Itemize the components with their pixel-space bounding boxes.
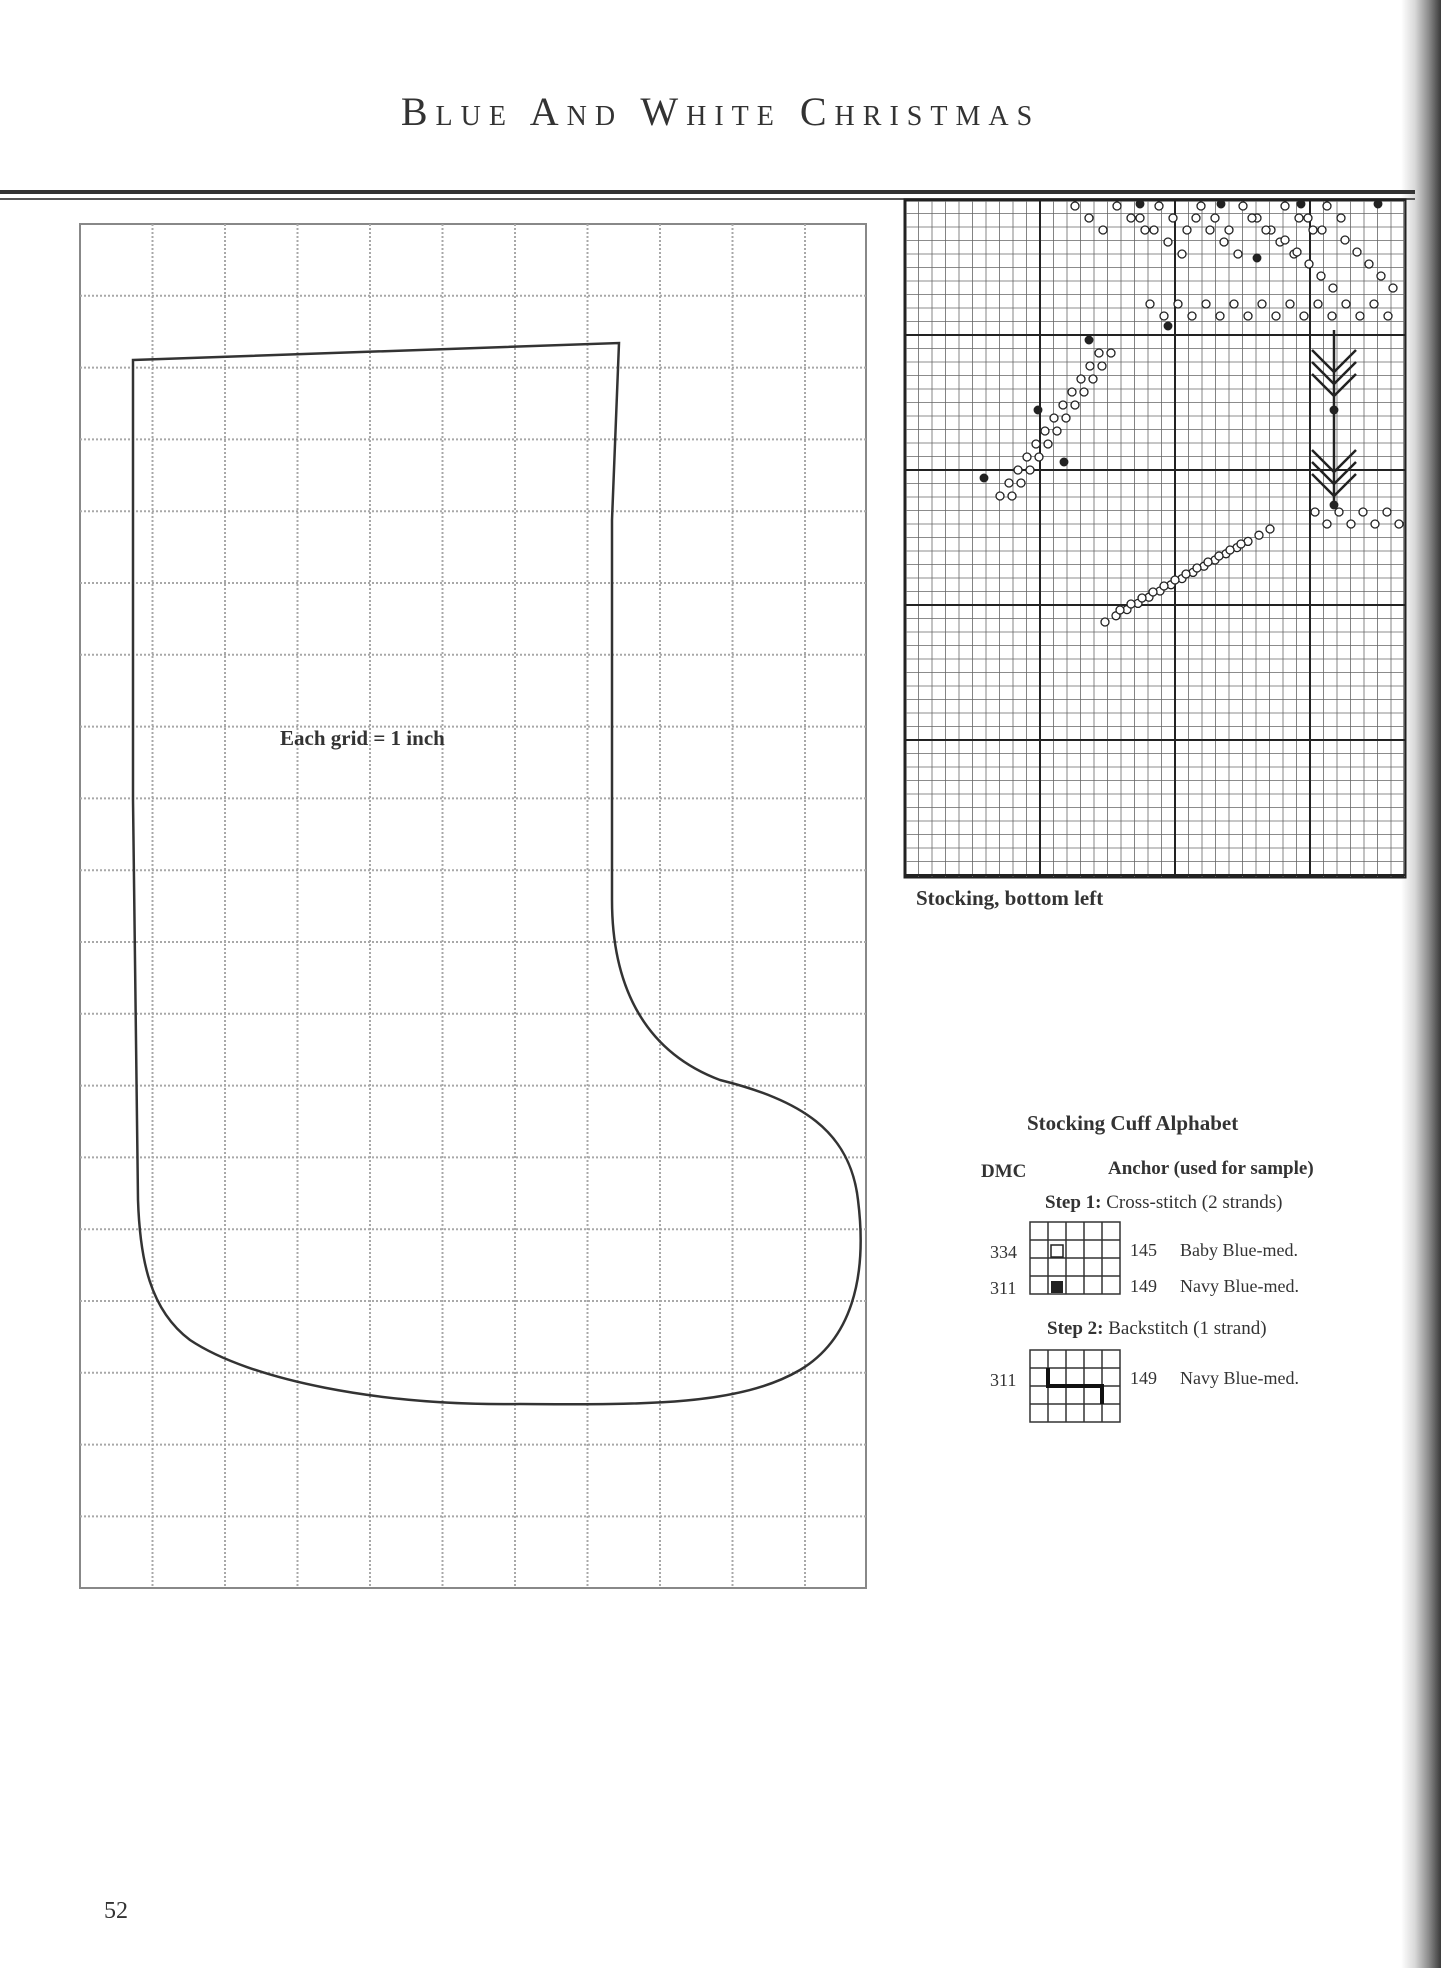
template-grid [80, 224, 866, 1588]
chart-caption: Stocking, bottom left [916, 886, 1104, 910]
dmc-code: 334 [990, 1242, 1017, 1262]
key-swatch-grid [1030, 1222, 1120, 1294]
step2-label: Step 2: [1047, 1318, 1104, 1339]
color-name: Navy Blue-med. [1180, 1276, 1299, 1296]
anchor-code: 149 [1130, 1368, 1157, 1388]
anchor-code: 145 [1130, 1240, 1157, 1260]
step2-instruction [1047, 1318, 1267, 1340]
dmc-code: 311 [990, 1278, 1017, 1298]
filled-square-symbol [1051, 1281, 1063, 1293]
anchor-code: 149 [1130, 1276, 1157, 1296]
step1-label: Step 1: [1045, 1192, 1102, 1213]
step1-instruction [1045, 1192, 1283, 1214]
dmc-code: 311 [990, 1370, 1017, 1390]
key-title: Stocking Cuff Alphabet [1027, 1111, 1239, 1135]
page-number: 52 [104, 1898, 128, 1924]
anchor-header: Anchor (used for sample) [1108, 1158, 1314, 1179]
dmc-header: DMC [981, 1161, 1027, 1182]
backstitch-symbol [1048, 1368, 1102, 1404]
stocking-outline [133, 343, 861, 1404]
page-title: Blue And White Christmas [400, 89, 1041, 134]
cross-stitch-chart [905, 200, 1405, 877]
color-name: Baby Blue-med. [1180, 1240, 1298, 1260]
step1-text: Cross-stitch (2 strands) [1106, 1192, 1283, 1213]
grid-scale-label: Each grid = 1 inch [280, 726, 445, 750]
step2-text: Backstitch (1 strand) [1108, 1318, 1267, 1339]
color-name: Navy Blue-med. [1180, 1368, 1299, 1388]
open-square-symbol [1051, 1245, 1063, 1257]
